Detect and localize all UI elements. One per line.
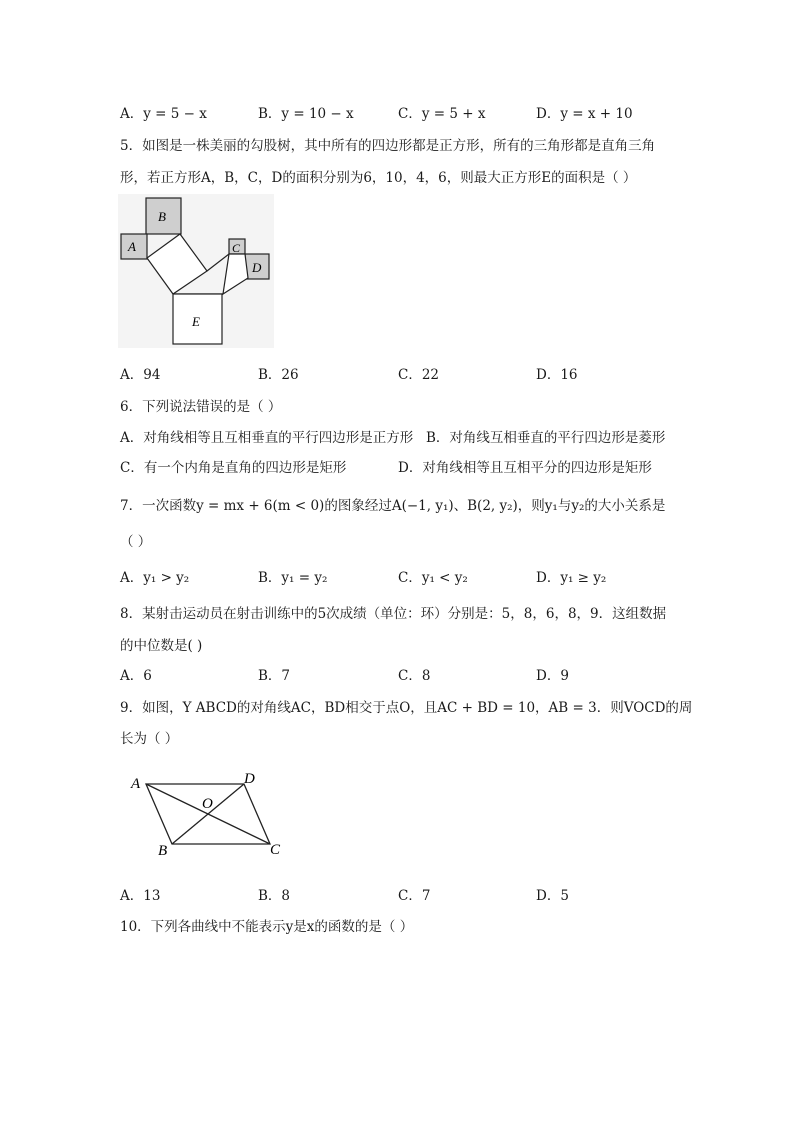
option-b: B．7 (258, 668, 291, 684)
option-b: B．y₁ = y₂ (258, 570, 328, 586)
option-d: D．y₁ ≥ y₂ (536, 570, 607, 586)
option-d: D．16 (536, 367, 578, 383)
option-c: C．y = 5 + x (398, 106, 486, 122)
option-d: D．5 (536, 888, 569, 904)
label-a: A (131, 776, 141, 792)
option-c: C．y₁ < y₂ (398, 570, 468, 586)
option-b: B．对角线互相垂直的平行四边形是菱形 (426, 430, 666, 446)
option-d: D．9 (536, 668, 569, 684)
label-b: B (158, 843, 168, 859)
option-b: B．26 (258, 367, 299, 383)
question-6-line-1: 6．下列说法错误的是（ ） (120, 399, 282, 415)
option-a: A．对角线相等且互相垂直的平行四边形是正方形 (120, 430, 414, 446)
option-b: B．8 (258, 888, 291, 904)
question-7-line-1: 7．一次函数y = mx + 6(m < 0)的图象经过A(−1, y₁)、B(2, y₂)，则y₁与y₂的大小关系是 (120, 498, 666, 514)
label-d: D (244, 771, 255, 787)
pythagoras-tree-figure (118, 194, 274, 348)
question-5-line-1: 5．如图是一株美丽的勾股树，其中所有的四边形都是正方形，所有的三角形都是直角三角 (120, 138, 656, 154)
label-c: C (232, 241, 241, 255)
question-7-line-2: （ ） (120, 534, 152, 550)
option-c: C．8 (398, 668, 431, 684)
option-c: C．7 (398, 888, 431, 904)
label-o: O (202, 796, 213, 812)
option-d: D．y = x + 10 (536, 106, 633, 122)
label-e: E (192, 314, 200, 329)
option-b: B．y = 10 − x (258, 106, 354, 122)
question-5-line-2: 形，若正方形A，B，C，D的面积分别为6，10，4，6，则最大正方形E的面积是（ ） (120, 170, 637, 186)
option-a: A．13 (120, 888, 161, 904)
label-c: C (270, 842, 281, 858)
label-d: D (252, 260, 262, 275)
question-8-line-1: 8．某射击运动员在射击训练中的5次成绩（单位：环）分别是：5，8，6，8，9．这组数据 (120, 606, 667, 622)
option-a: A．y₁ > y₂ (120, 570, 190, 586)
option-c: C．22 (398, 367, 440, 383)
option-c: C．有一个内角是直角的四边形是矩形 (120, 460, 347, 476)
question-9-line-1: 9．如图，Y ABCD的对角线AC，BD相交于点O，且AC + BD = 10，AB = 3．则VOCD的周 (120, 700, 693, 716)
option-a: A．y = 5 − x (120, 106, 207, 122)
label-b: B (158, 209, 166, 224)
question-9-line-2: 长为（ ） (120, 731, 179, 747)
question-8-line-2: 的中位数是( ) (120, 638, 203, 654)
option-a: A．94 (120, 367, 161, 383)
parallelogram-figure (124, 764, 290, 864)
option-d: D．对角线相等且互相平分的四边形是矩形 (398, 460, 652, 476)
question-10-line-1: 10．下列各曲线中不能表示y是x的函数的是（ ） (120, 919, 414, 935)
label-a: A (128, 239, 136, 254)
option-a: A．6 (120, 668, 152, 684)
